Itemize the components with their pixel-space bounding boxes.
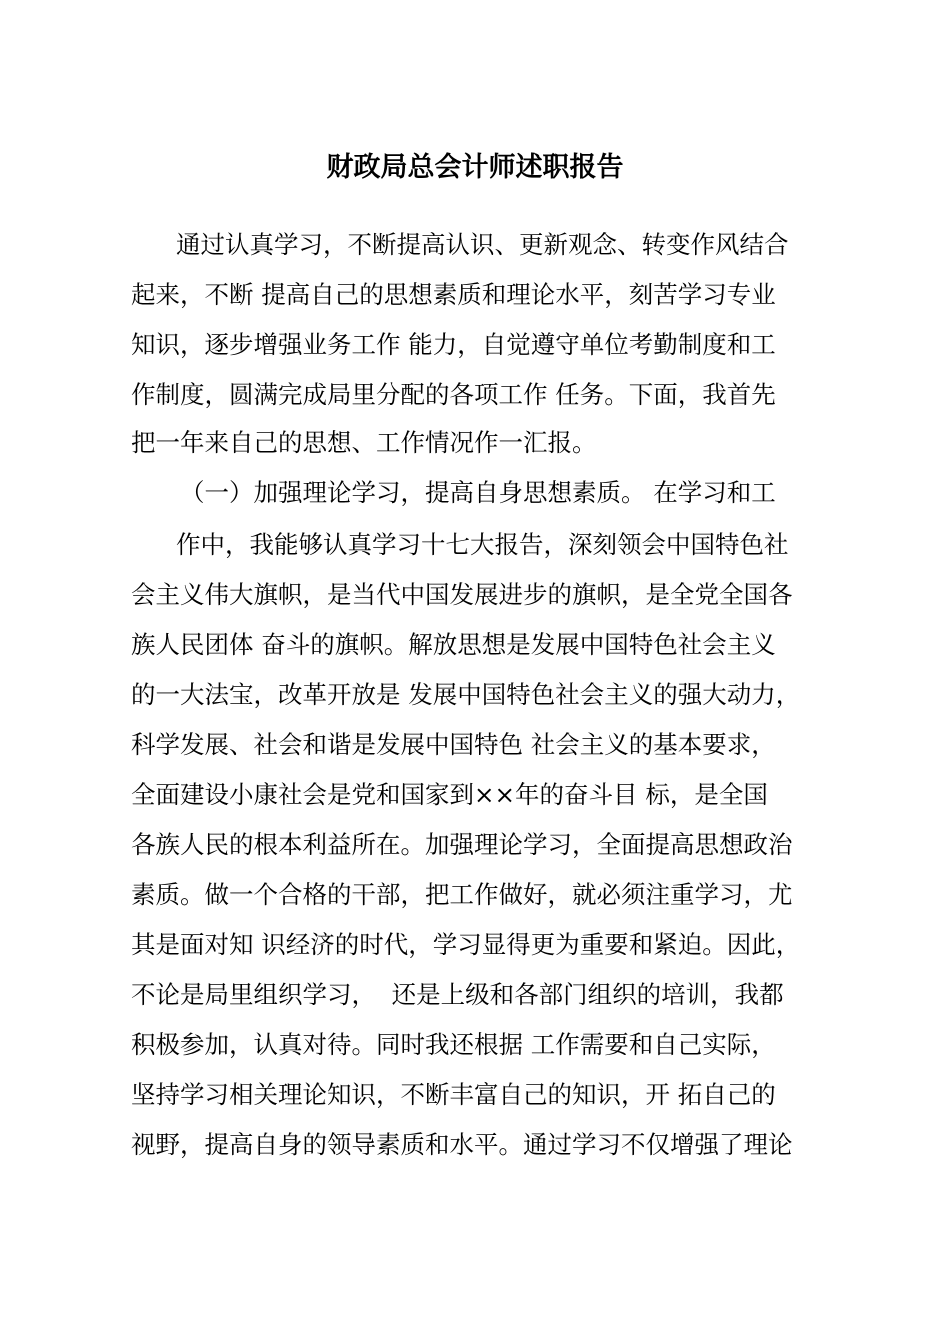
document-title: 财政局总会计师述职报告 (326, 152, 624, 183)
body-line: 作中，我能够认真学习十七大报告，深刻领会中国特色社 (176, 530, 789, 559)
section-heading-line: （一）加强理论学习，提高自身思想素质。 在学习和工 (180, 478, 776, 507)
body-line: 知识，逐步增强业务工作 能力，自觉遵守单位考勤制度和工 (131, 330, 776, 359)
body-line: 积极参加，认真对待。同时我还根据 工作需要和自己实际， (131, 1030, 776, 1059)
body-line: 不论是局里组织学习， 还是上级和各部门组织的培训，我都 (131, 980, 784, 1009)
body-line: 会主义伟大旗帜，是当代中国发展进步的旗帜，是全党全国各 (131, 580, 793, 609)
body-line: 各族人民的根本利益所在。加强理论学习，全面提高思想政治 (131, 830, 793, 859)
body-line: 其是面对知 识经济的时代，学习显得更为重要和紧迫。因此， (131, 930, 801, 959)
body-line: 坚持学习相关理论知识，不断丰富自己的知识，开 拓自己的 (131, 1080, 776, 1109)
body-line: 作制度，圆满完成局里分配的各项工作 任务。下面，我首先 (131, 380, 776, 409)
body-line: 把一年来自己的思想、工作情况作一汇报。 (131, 428, 597, 457)
body-line: 的一大法宝，改革开放是 发展中国特色社会主义的强大动力， (131, 680, 801, 709)
body-line: 视野，提高自身的领导素质和水平。通过学习不仅增强了理论 (131, 1130, 793, 1159)
body-line: 全面建设小康社会是党和国家到××年的奋斗目 标，是全国 (131, 780, 768, 809)
body-line: 族人民团体 奋斗的旗帜。解放思想是发展中国特色社会主义 (131, 630, 776, 659)
body-line: 通过认真学习，不断提高认识、更新观念、转变作风结合 (176, 230, 789, 259)
body-line: 科学发展、社会和谐是发展中国特色 社会主义的基本要求， (131, 730, 776, 759)
body-line: 素质。做一个合格的干部，把工作做好，就必须注重学习，尤 (131, 880, 793, 909)
body-line: 起来，不断 提高自己的思想素质和理论水平，刻苦学习专业 (131, 280, 776, 309)
